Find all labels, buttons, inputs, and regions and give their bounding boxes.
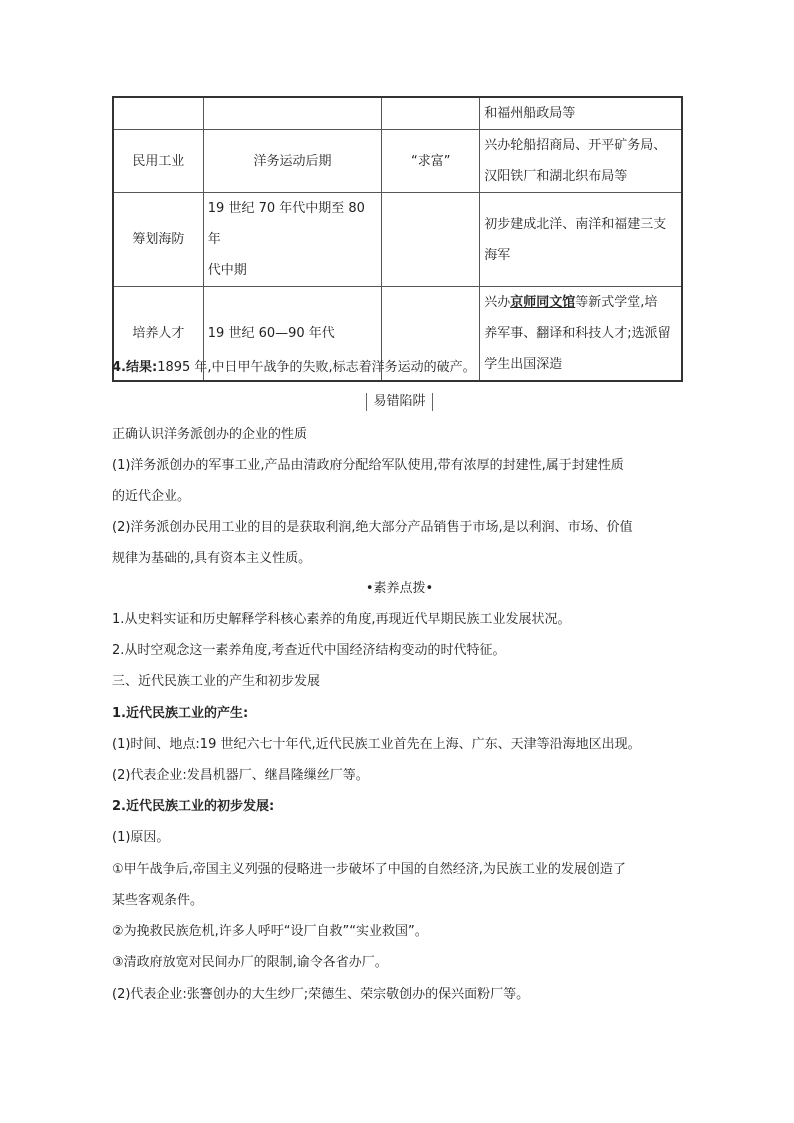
table-cell: 民用工业 (113, 130, 203, 193)
cell-line: 养军事、翻译和科技人才;选派留 (484, 326, 671, 341)
body-line: (2)代表企业:张謇创办的大生纱厂;荣德生、荣宗敬创办的保兴面粉厂等。 (112, 987, 530, 1002)
table-row (113, 97, 682, 130)
body-line: 某些客观条件。 (112, 893, 204, 908)
table-cell: 培养人才 (113, 287, 203, 382)
trap-paragraph-line: 的近代企业。 (112, 489, 191, 504)
cell-line (484, 287, 677, 318)
body-line: (1)原因。 (112, 830, 170, 845)
cell-line: 海军 (484, 247, 511, 263)
table-cell: 19 世纪 60—90 年代 (203, 287, 382, 382)
table-cell (203, 97, 382, 130)
literacy-item: 2.从时空观念这一素养角度,考查近代中国经济结构变动的时代特征。 (112, 643, 506, 658)
highlight-text: 京师同文馆 (510, 295, 576, 310)
subsection-heading: 1.近代民族工业的产生: (112, 706, 249, 721)
trap-paragraph-line: (2)洋务派创办民用工业的目的是获取利润,绝大部分产品销售于市场,是以利润、市场、价值 (112, 520, 633, 535)
table-cell (480, 130, 682, 193)
table-cell (113, 97, 203, 130)
literacy-item: 1.从史料实证和历史解释学科核心素养的角度,再现近代早期民族工业发展状况。 (112, 612, 571, 627)
cell-line: 初步建成北洋、南洋和福建三支 (484, 216, 667, 232)
body-line: ③清政府放宽对民间办厂的限制,谕令各省办厂。 (112, 955, 388, 970)
trap-heading: 正确认识洋务派创办的企业的性质 (112, 427, 308, 442)
cell-line: 19 世纪 70 年代中期至 80 年 (207, 201, 365, 247)
result-text: 1895 年,中日甲午战争的失败,标志着洋务运动的破产。 (157, 360, 476, 375)
literacy-title: •素养点拨• (365, 581, 434, 596)
trap-title (112, 393, 687, 411)
trap-paragraph-line: (1)洋务派创办的军事工业,产品由清政府分配给军队使用,带有浓厚的封建性,属于封建性质 (112, 458, 624, 473)
section-title: 三、近代民族工业的产生和初步发展 (112, 674, 321, 689)
body-line: (2)代表企业:发昌机器厂、继昌隆缫丝厂等。 (112, 768, 369, 783)
body-line: ①甲午战争后,帝国主义列强的侵略进一步破坏了中国的自然经济,为民族工业的发展创造了 (112, 862, 626, 877)
table-cell: “求富” (382, 130, 480, 193)
cell-line: 汉阳铁厂和湖北织布局等 (484, 169, 628, 184)
cell-line: 代中期 (207, 263, 247, 278)
trap-paragraph-line: 规律为基础的,具有资本主义性质。 (112, 551, 312, 566)
cell-line: 学生出国深造 (484, 357, 563, 372)
table-cell: 筹划海防 (113, 193, 203, 287)
cell-line: 兴办轮船招商局、开平矿务局、 (484, 138, 667, 153)
table-cell (382, 193, 480, 287)
table-cell: 和福州船政局等 (480, 97, 682, 130)
text-run: 兴办 (484, 295, 511, 310)
table-cell (203, 193, 382, 287)
body-line: ②为挽救民族危机,许多人呼吁“设厂自救”“实业救国”。 (112, 924, 428, 939)
history-table (112, 96, 683, 382)
table-row (113, 193, 682, 287)
text-run: 等新式学堂,培 (575, 295, 658, 310)
table-cell (480, 193, 682, 287)
table-row (113, 130, 682, 193)
table-cell (382, 97, 480, 130)
subsection-heading: 2.近代民族工业的初步发展: (112, 799, 275, 814)
table-cell: 洋务运动后期 (203, 130, 382, 193)
body-line: (1)时间、地点:19 世纪六七十年代,近代民族工业首先在上海、广东、天津等沿海地区出现。 (112, 737, 641, 752)
result-paragraph (112, 356, 687, 375)
result-label: 4.结果: (112, 360, 158, 375)
trap-title-box: 易错陷阱 (366, 393, 432, 411)
